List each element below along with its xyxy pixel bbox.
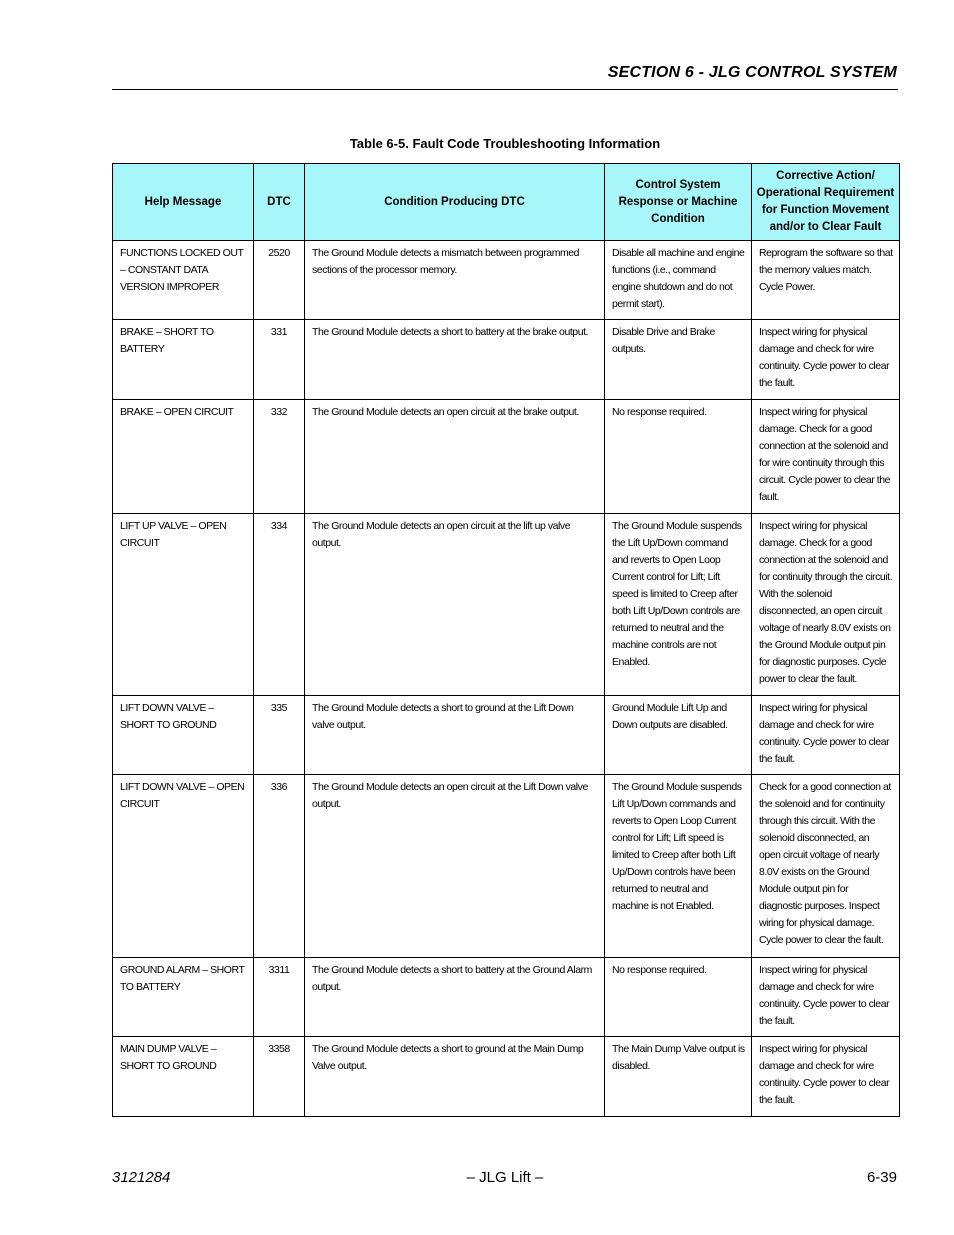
condition-cell: The Ground Module detects a short to battery at the Ground Alarm output.: [305, 958, 605, 1037]
response-cell: Ground Module Lift Up and Down outputs are disabled.: [605, 696, 752, 775]
table-row: [113, 696, 900, 775]
page-number: 6-39: [866, 1169, 897, 1186]
corrective-action-cell: Inspect wiring for physical damage and check for wire continuity. Cycle power to clear the fault.: [752, 1037, 900, 1117]
corrective-action-cell: Check for a good connection at the solenoid and for continuity through this circuit. With the solenoid disconnected, an open circuit voltage of nearly 8.0V exists on the Ground Module output pin for diagnostic purposes. Inspect wiring for physical damage. Cycle power to clear the fault.: [752, 775, 900, 958]
condition-cell: The Ground Module detects a short to ground at the Main Dump Valve output.: [305, 1037, 605, 1117]
document-number: 3121284: [112, 1169, 171, 1186]
help-message-cell: FUNCTIONS LOCKED OUT – CONSTANT DATA VERSION IMPROPER: [113, 241, 254, 320]
condition-cell: The Ground Module detects a mismatch between programmed sections of the processor memory.: [305, 241, 605, 320]
dtc-cell: 335: [254, 696, 305, 775]
table-header-row: [113, 164, 900, 241]
fault-code-table: [112, 163, 900, 1117]
dtc-cell: 332: [254, 400, 305, 514]
corrective-action-cell: Inspect wiring for physical damage and check for wire continuity. Cycle power to clear the fault.: [752, 958, 900, 1037]
response-cell: Disable Drive and Brake outputs.: [605, 320, 752, 400]
corrective-action-cell: Inspect wiring for physical damage and check for wire continuity. Cycle power to clear the fault.: [752, 320, 900, 400]
corrective-action-cell: Reprogram the software so that the memory values match. Cycle Power.: [752, 241, 900, 320]
table-row: [113, 958, 900, 1037]
dtc-cell: 2520: [254, 241, 305, 320]
table-row: [113, 400, 900, 514]
help-message-cell: LIFT DOWN VALVE – OPEN CIRCUIT: [113, 775, 254, 958]
dtc-cell: 3358: [254, 1037, 305, 1117]
header-rule: [112, 89, 898, 90]
help-message-cell: LIFT UP VALVE – OPEN CIRCUIT: [113, 514, 254, 696]
section-title: SECTION 6 - JLG CONTROL SYSTEM: [607, 64, 897, 81]
table-row: [113, 320, 900, 400]
footer-brand: – JLG Lift –: [466, 1169, 544, 1186]
dtc-cell: 331: [254, 320, 305, 400]
response-cell: The Ground Module suspends the Lift Up/Down command and reverts to Open Loop Current control for Lift; Lift speed is limited to Creep after both Lift Up/Down controls are returned to neutral and the machine controls are not Enabled.: [605, 514, 752, 696]
help-message-cell: BRAKE – OPEN CIRCUIT: [113, 400, 254, 514]
help-message-cell: GROUND ALARM – SHORT TO BATTERY: [113, 958, 254, 1037]
column-header-condition: Condition Producing DTC: [305, 164, 605, 241]
response-cell: Disable all machine and engine functions (i.e., command engine shutdown and do not permit start).: [605, 241, 752, 320]
help-message-cell: LIFT DOWN VALVE – SHORT TO GROUND: [113, 696, 254, 775]
response-cell: No response required.: [605, 400, 752, 514]
condition-cell: The Ground Module detects an open circuit at the brake output.: [305, 400, 605, 514]
condition-cell: The Ground Module detects a short to battery at the brake output.: [305, 320, 605, 400]
dtc-cell: 336: [254, 775, 305, 958]
column-header-response: Control System Response or Machine Condition: [605, 164, 752, 241]
condition-cell: The Ground Module detects an open circuit at the Lift Down valve output.: [305, 775, 605, 958]
dtc-cell: 3311: [254, 958, 305, 1037]
condition-cell: The Ground Module detects a short to ground at the Lift Down valve output.: [305, 696, 605, 775]
table-row: [113, 514, 900, 696]
corrective-action-cell: Inspect wiring for physical damage and check for wire continuity. Cycle power to clear the fault.: [752, 696, 900, 775]
table-row: [113, 775, 900, 958]
corrective-action-cell: Inspect wiring for physical damage. Check for a good connection at the solenoid and for wire continuity through this circuit. Cycle power to clear the fault.: [752, 400, 900, 514]
table-row: [113, 241, 900, 320]
column-header-help-message: Help Message: [113, 164, 254, 241]
response-cell: The Main Dump Valve output is disabled.: [605, 1037, 752, 1117]
corrective-action-cell: Inspect wiring for physical damage. Check for a good connection at the solenoid and for continuity through the circuit. With the solenoid disconnected, an open circuit voltage of nearly 8.0V exists on the Ground Module output pin for diagnostic purposes. Cycle power to clear the fault.: [752, 514, 900, 696]
column-header-dtc: DTC: [254, 164, 305, 241]
dtc-cell: 334: [254, 514, 305, 696]
column-header-corrective-action: Corrective Action/ Operational Requirement for Function Movement and/or to Clear Fault: [752, 164, 900, 241]
help-message-cell: BRAKE – SHORT TO BATTERY: [113, 320, 254, 400]
table-caption: Table 6-5. Fault Code Troubleshooting Information: [349, 136, 661, 151]
help-message-cell: MAIN DUMP VALVE – SHORT TO GROUND: [113, 1037, 254, 1117]
response-cell: The Ground Module suspends Lift Up/Down commands and reverts to Open Loop Current control for Lift; Lift speed is limited to Creep after both Lift Up/Down controls have been returned to neutral and machine is not Enabled.: [605, 775, 752, 958]
table-row: [113, 1037, 900, 1117]
response-cell: No response required.: [605, 958, 752, 1037]
condition-cell: The Ground Module detects an open circuit at the lift up valve output.: [305, 514, 605, 696]
